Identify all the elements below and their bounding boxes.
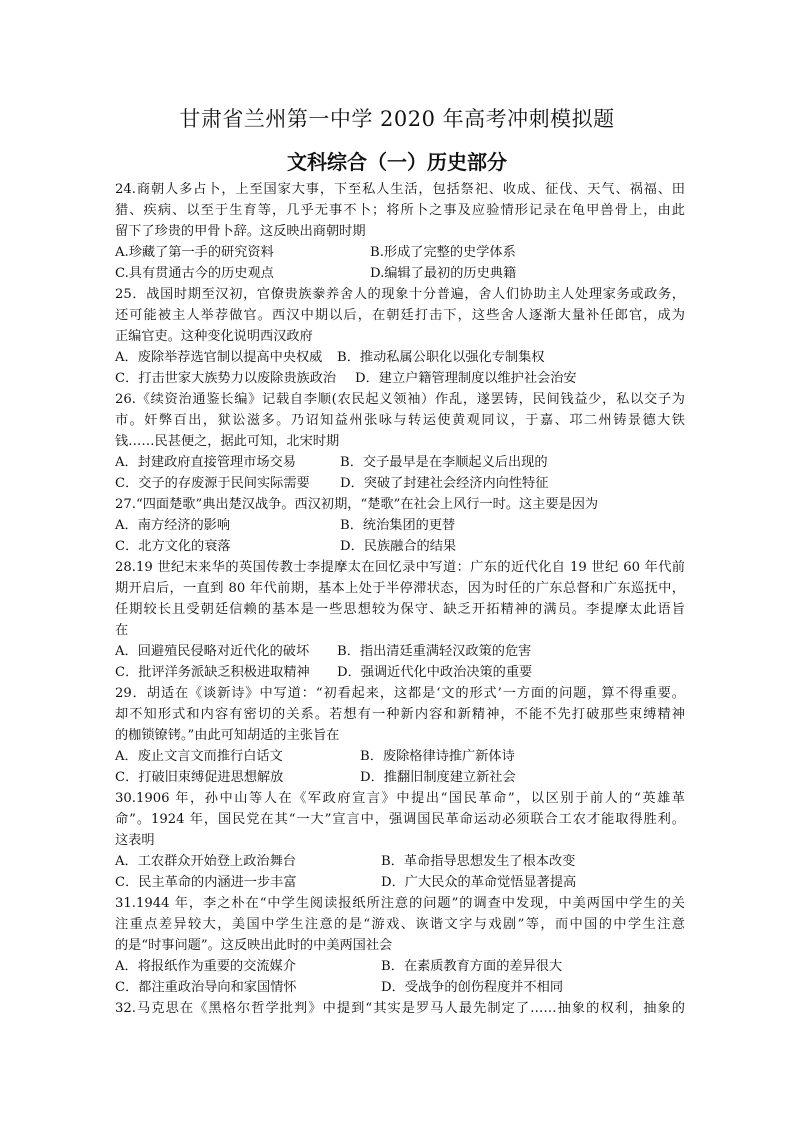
- question-30-option-a: A．工农群众开始登上政治舞台: [115, 854, 296, 869]
- question-25-option-b: B．推动私属公职化以强化专制集权: [337, 350, 545, 365]
- question-30-option-b: B．革命指导思想发生了根本改变: [381, 854, 576, 869]
- question-24-option-a: A.珍藏了第一手的研究资料: [115, 245, 274, 260]
- question-25-option-a: A．废除举荐选官制以提高中央权威: [115, 350, 323, 365]
- question-30-line-2: 命”。1924 年，国民党在其“一大”宣言中，强调国民革命运动必须联合工农才能取得胜利。: [115, 812, 685, 827]
- question-25-option-c: C．打击世家大族势力以废除贵族政治: [115, 371, 337, 386]
- question-26-line-2: 市。奸弊百出，狱讼滋多。乃诏知益州张咏与转运使黄观同议，于嘉、邛二州铸景德大铁: [115, 413, 685, 428]
- question-24-option-d: D.编辑了最初的历史典籍: [370, 266, 517, 281]
- question-29-option-c: C．打破旧束缚促进思想解放: [115, 770, 284, 785]
- question-31-option-c: C．都注重政治导向和家国情怀: [115, 980, 297, 995]
- question-29-option-a: A．废止文言文而推行白话文: [115, 749, 283, 764]
- question-25-option-d: D．建立户籍管理制度以维护社会治安: [355, 371, 577, 386]
- question-32-line-1: 32.马克思在《黑格尔哲学批判》中提到“其实是罗马人最先制定了……抽象的权利，抽象的: [115, 1001, 685, 1016]
- page-subtitle: 文科综合（一）历史部分: [287, 150, 507, 174]
- question-27-option-b: B．统治集团的更替: [340, 518, 456, 533]
- question-28-line-1: 28.19 世纪末来华的英国传教士李提摩太在回忆录中写道：广东的近代化自 19 世纪 60 年代前: [115, 560, 685, 575]
- question-26-option-d: D．突破了封建社会经济内向性特征: [340, 476, 549, 491]
- question-28-option-c: C．批评洋务派缺乏积极进取精神: [115, 665, 310, 680]
- question-24-option-b: B.形成了完整的史学体系: [370, 245, 516, 260]
- question-27-option-a: A．南方经济的影响: [115, 518, 231, 533]
- question-29-option-d: D．推翻旧制度建立新社会: [360, 770, 516, 785]
- question-30-option-d: D．广大民众的革命觉悟显著提高: [381, 875, 577, 890]
- question-27-option-c: C．北方文化的衰落: [115, 539, 231, 554]
- question-31-line-1: 31.1944 年，李之朴在“中学生阅读报纸所注意的问题”的调查中发现，中美两国中学生的关: [115, 896, 685, 911]
- question-29-line-3: 的枷锁镣铐。”由此可知胡适的主张旨在: [115, 728, 340, 743]
- question-30-option-c: C．民主革命的内涵进一步丰富: [115, 875, 297, 890]
- question-30-line-3: 这表明: [115, 833, 155, 848]
- question-28-option-d: D．强调近代化中政治决策的重要: [337, 665, 533, 680]
- question-31-option-a: A．将报纸作为重要的交流媒介: [115, 959, 296, 974]
- question-24-line-1: 24.商朝人多占卜，上至国家大事，下至私人生活，包括祭祀、收成、征伐、天气、祸福、田: [115, 182, 685, 197]
- page-title: 甘肃省兰州第一中学 2020 年高考冲刺模拟题: [179, 107, 615, 131]
- question-28-line-2: 期开启后，一直到 80 年代前期，基本上处于半停滞状态，因为时任的广东总督和广东巡抚中，: [115, 581, 685, 596]
- question-25-line-3: 正编官吏。这种变化说明西汉政府: [115, 329, 313, 344]
- question-24-option-c: C.具有贯通古今的历史观点: [115, 266, 274, 281]
- question-25-line-1: 25．战国时期至汉初，官僚贵族豢养舍人的现象十分普遍，舍人们协助主人处理家务或政务，: [115, 287, 685, 302]
- question-26-line-1: 26.《续资治通鉴长编》记载自李顺(农民起义领袖）作乱，遂罢铸，民间钱益少，私以交子为: [115, 392, 685, 407]
- question-24-line-2: 猎、疾病、以至于生育等，几乎无事不卜；将所卜之事及应验情形记录在龟甲兽骨上，由此: [115, 203, 685, 218]
- question-29-option-b: B．废除格律诗推广新体诗: [360, 749, 515, 764]
- question-30-line-1: 30.1906 年，孙中山等人在《军政府宣言》中提出“国民革命”，以区别于前人的“英雄革: [115, 791, 685, 806]
- question-26-line-3: 钱……民甚便之，据此可知，北宋时期: [115, 434, 340, 449]
- question-28-line-3: 任期较长且受朝廷信赖的基本是一些思想较为保守、缺乏开拓精神的满员。李提摩太此语旨: [115, 602, 685, 617]
- question-29-line-2: 却不知形式和内容有密切的关系。若想有一种新内容和新精神，不能不先打破那些束缚精神: [115, 707, 685, 722]
- question-28-line-4: 在: [115, 623, 129, 638]
- question-29-line-1: 29．胡适在《谈新诗》中写道：“初看起来，这都是‘文的形式’一方面的问题，算不得重要。: [115, 686, 685, 701]
- question-26-option-c: C．交子的存废源于民间实际需要: [115, 476, 310, 491]
- question-25-line-2: 还可能被主人举荐做官。西汉中期以后，在朝廷打击下，这些舍人逐渐大量补任郎官，成为: [115, 308, 685, 323]
- question-31-option-d: D．受战争的创伤程度并不相同: [381, 980, 564, 995]
- question-31-line-3: 的是“时事问题”。这反映出此时的中美两国社会: [115, 938, 393, 953]
- question-24-line-3: 留下了珍贵的甲骨卜辞。这反映出商朝时期: [115, 224, 366, 239]
- question-27-line-1: 27.“四面楚歌”典出楚汉战争。西汉初期，“楚歌”在社会上风行一时。这主要是因为: [115, 497, 599, 512]
- question-31-option-b: B．在素质教育方面的差异很大: [381, 959, 563, 974]
- question-26-option-b: B．交子最早是在李顺起义后出现的: [340, 455, 548, 470]
- question-28-option-a: A．回避殖民侵略对近代化的破坏: [115, 644, 310, 659]
- question-27-option-d: D．民族融合的结果: [340, 539, 457, 554]
- question-26-option-a: A．封建政府直接管理市场交易: [115, 455, 296, 470]
- question-31-line-2: 注重点差异较大，美国中学生注意的是“游戏、诙谐文字与戏剧”等，而中国的中学生注意: [115, 917, 685, 932]
- question-28-option-b: B．指出清廷重满轻汉政策的危害: [337, 644, 532, 659]
